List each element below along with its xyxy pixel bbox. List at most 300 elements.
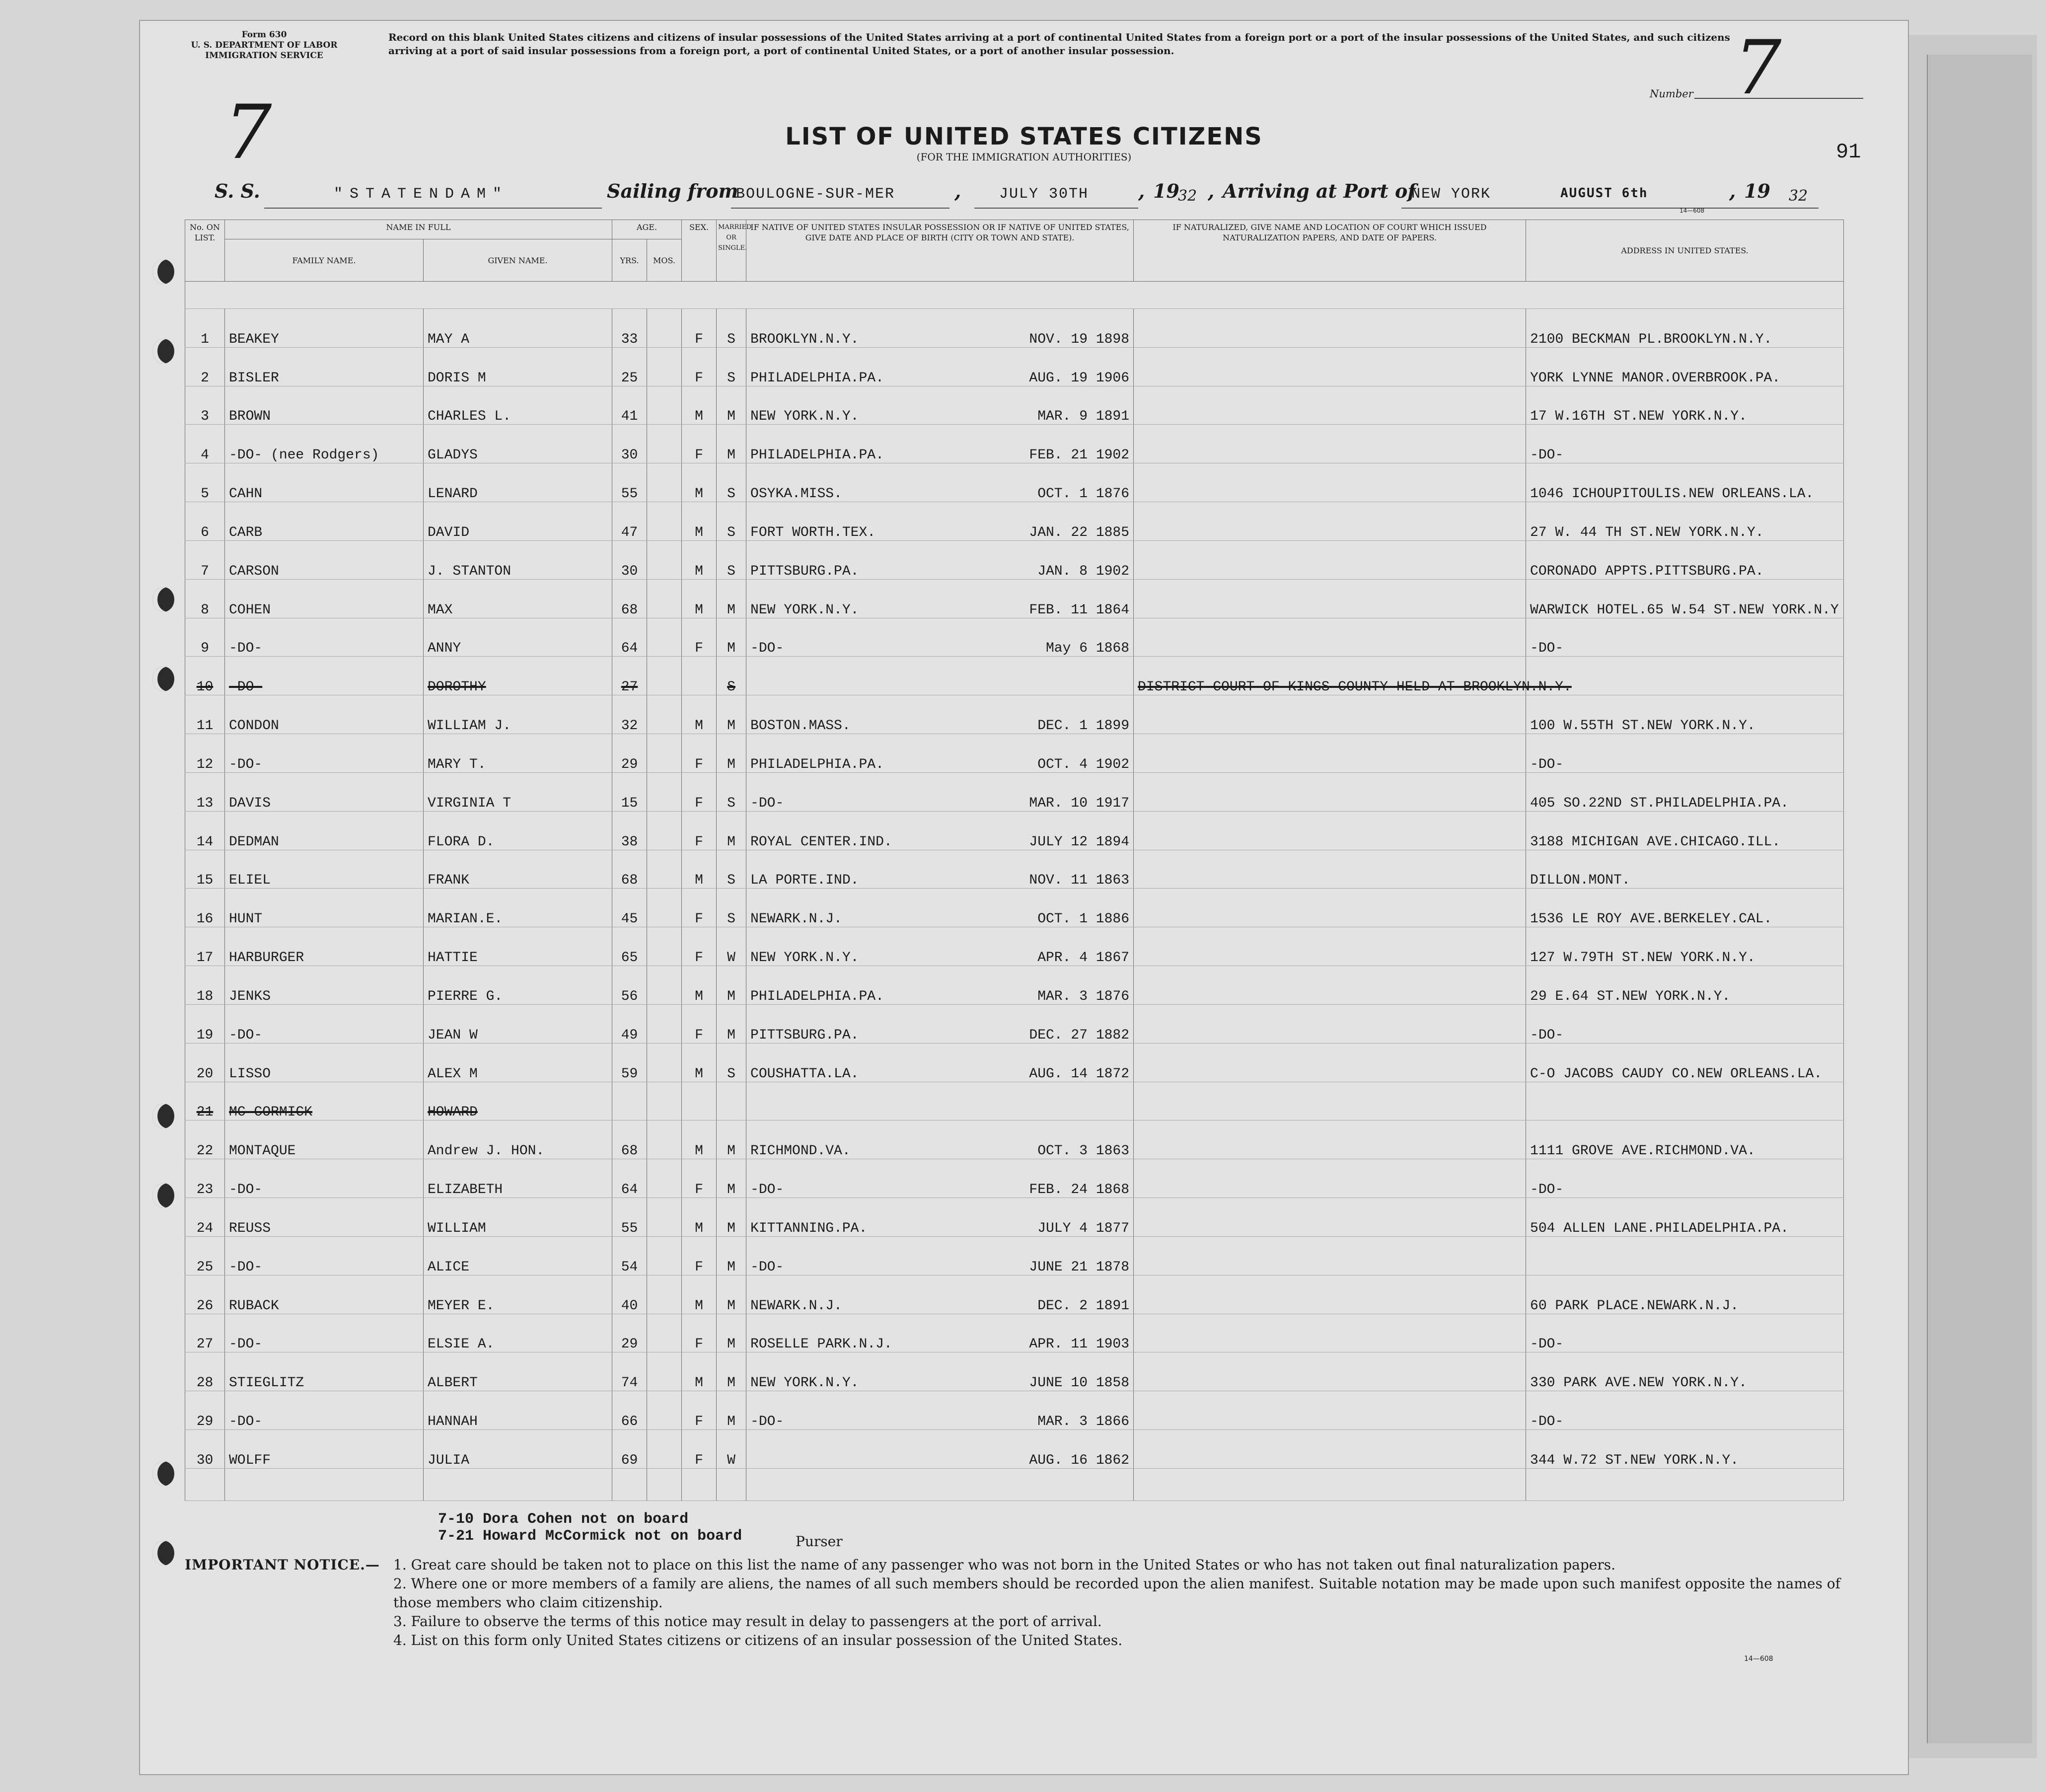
address: -DO- bbox=[1526, 618, 1844, 657]
table-row bbox=[185, 1275, 1844, 1314]
given-name: ANNY bbox=[424, 618, 612, 657]
comma: , bbox=[1208, 180, 1215, 202]
sex bbox=[682, 1082, 717, 1120]
age-years: 47 bbox=[612, 502, 647, 541]
birth-place-text: COUSHATTA.LA. bbox=[750, 1066, 859, 1082]
header-list-number: No. ON LIST. bbox=[185, 220, 225, 282]
birth-place bbox=[746, 1430, 1134, 1469]
birth-date: JAN. 8 1902 bbox=[1037, 563, 1130, 579]
birth-place-text: PHILADELPHIA.PA. bbox=[750, 988, 884, 1004]
birth-date: JAN. 22 1885 bbox=[1029, 524, 1130, 540]
birth-place bbox=[746, 734, 1134, 773]
table-row bbox=[185, 1352, 1844, 1391]
notice-item: 3. Failure to observe the terms of this notice may result in delay to passengers at the port of arrival. bbox=[393, 1613, 1102, 1630]
given-name: Andrew J. HON. bbox=[424, 1120, 612, 1159]
address: 344 W.72 ST.NEW YORK.N.Y. bbox=[1526, 1430, 1844, 1469]
age-years: 40 bbox=[612, 1275, 647, 1314]
naturalization-court bbox=[1134, 734, 1526, 773]
naturalization-court bbox=[1134, 425, 1526, 463]
naturalization-court bbox=[1134, 927, 1526, 966]
blank-cell bbox=[682, 1468, 717, 1500]
birth-place-text: NEW YORK.N.Y. bbox=[750, 602, 859, 618]
manifest-page bbox=[139, 20, 1909, 1775]
row-number: 18 bbox=[185, 966, 225, 1005]
marital-status: M bbox=[717, 695, 746, 734]
passenger-rows bbox=[185, 309, 1844, 1501]
marital-status: M bbox=[717, 1391, 746, 1430]
naturalization-court bbox=[1134, 850, 1526, 889]
birth-date: FEB. 24 1868 bbox=[1029, 1182, 1130, 1198]
birth-place bbox=[746, 618, 1134, 657]
naturalization-court bbox=[1134, 1004, 1526, 1043]
given-name: WILLIAM bbox=[424, 1198, 612, 1237]
birth-place bbox=[746, 1043, 1134, 1082]
family-name: -DO- bbox=[225, 618, 424, 657]
birth-date: JUNE 10 1858 bbox=[1029, 1375, 1130, 1391]
birth-place-text: LA PORTE.IND. bbox=[750, 873, 859, 889]
binder-hole bbox=[152, 1183, 174, 1208]
age-months bbox=[647, 1120, 682, 1159]
arrival-year: 32 bbox=[1789, 187, 1808, 205]
table-row bbox=[185, 1082, 1844, 1120]
table-row bbox=[185, 889, 1844, 927]
age-months bbox=[647, 850, 682, 889]
birth-place bbox=[746, 850, 1134, 889]
sex: M bbox=[682, 540, 717, 579]
naturalization-court bbox=[1134, 966, 1526, 1005]
given-name: GLADYS bbox=[424, 425, 612, 463]
marital-status: M bbox=[717, 1352, 746, 1391]
marital-status: S bbox=[717, 889, 746, 927]
birth-place-text: PHILADELPHIA.PA. bbox=[750, 756, 884, 772]
birth-place bbox=[746, 425, 1134, 463]
birth-date: May 6 1868 bbox=[1046, 641, 1130, 657]
table-row bbox=[185, 347, 1844, 386]
address: 29 E.64 ST.NEW YORK.N.Y. bbox=[1526, 966, 1844, 1005]
blank-cell bbox=[1526, 1468, 1844, 1500]
marital-status: W bbox=[717, 927, 746, 966]
marital-status: S bbox=[717, 850, 746, 889]
marital-status: M bbox=[717, 579, 746, 618]
marital-status: S bbox=[717, 463, 746, 502]
table-row bbox=[185, 1314, 1844, 1352]
family-name: MONTAQUE bbox=[225, 1120, 424, 1159]
age-months bbox=[647, 540, 682, 579]
header-sex: SEX. bbox=[682, 220, 717, 282]
age-months bbox=[647, 734, 682, 773]
notice-item: 2. Where one or more members of a family are aliens, the names of all such members should be recorded upon the alien manifest. Suitable notation may be made upon such manifest opposite the names of those members who claim citizenship. bbox=[393, 1575, 1840, 1611]
table-row bbox=[185, 657, 1844, 695]
marital-status: M bbox=[717, 1198, 746, 1237]
header-spacer bbox=[185, 282, 1844, 309]
birth-place-text: NEWARK.N.J. bbox=[750, 1298, 842, 1314]
row-number: 20 bbox=[185, 1043, 225, 1082]
page-subtitle: (FOR THE IMMIGRATION AUTHORITIES) bbox=[916, 151, 1132, 163]
age-months bbox=[647, 1391, 682, 1430]
arrival-date: AUGUST 6th bbox=[1560, 186, 1648, 201]
family-name: ELIEL bbox=[225, 850, 424, 889]
number-label: Number bbox=[1650, 88, 1693, 100]
age-years: 30 bbox=[612, 540, 647, 579]
birth-place-text: NEW YORK.N.Y. bbox=[750, 1375, 859, 1391]
family-name: -DO- bbox=[225, 1159, 424, 1198]
age-years: 56 bbox=[612, 966, 647, 1005]
family-name: CAHN bbox=[225, 463, 424, 502]
notice-items bbox=[393, 1556, 1863, 1650]
birth-place bbox=[746, 695, 1134, 734]
table-row bbox=[185, 1004, 1844, 1043]
header-address: ADDRESS IN UNITED STATES. bbox=[1526, 220, 1844, 282]
marital-status: M bbox=[717, 386, 746, 425]
naturalization-court bbox=[1134, 1314, 1526, 1352]
sailing-from-label: Sailing from bbox=[607, 180, 738, 202]
arriving-label: Arriving at Port of bbox=[1223, 180, 1416, 202]
birth-place-text: KITTANNING.PA. bbox=[750, 1220, 868, 1236]
sex: F bbox=[682, 1314, 717, 1352]
row-number: 3 bbox=[185, 386, 225, 425]
birth-place bbox=[746, 1082, 1134, 1120]
marital-status: S bbox=[717, 309, 746, 348]
date-underline bbox=[974, 208, 1138, 209]
naturalization-court bbox=[1134, 889, 1526, 927]
binder-hole bbox=[152, 587, 174, 612]
sex: F bbox=[682, 927, 717, 966]
comma: , bbox=[1138, 180, 1145, 202]
given-name: VIRGINIA T bbox=[424, 772, 612, 811]
header-birth: IF NATIVE OF UNITED STATES INSULAR POSSESSION OR IF NATIVE OF UNITED STATES, GIVE DATE AND PLACE OF BIRTH (CITY OR TOWN AND STATE). bbox=[746, 220, 1134, 282]
sailing-date: JULY 30TH bbox=[999, 186, 1089, 203]
table-row bbox=[185, 502, 1844, 541]
marital-status: M bbox=[717, 1275, 746, 1314]
family-name: DEDMAN bbox=[225, 811, 424, 850]
header-married: MARRIED OR SINGLE. bbox=[717, 220, 746, 282]
port-underline bbox=[731, 208, 950, 209]
age-years: 64 bbox=[612, 618, 647, 657]
address: YORK LYNNE MANOR.OVERBROOK.PA. bbox=[1526, 347, 1844, 386]
age-years: 68 bbox=[612, 579, 647, 618]
form-instructions: Record on this blank United States citizens and citizens of insular possessions of the United States arriving at a port of continental United States from a foreign port or a port of the insular possessions of the United States, and such citizens arriving at a port of said insular possessions from a foreign port, a port of continental United States, or a port of another insular possession. bbox=[388, 31, 1730, 57]
table-row bbox=[185, 386, 1844, 425]
age-years bbox=[612, 1082, 647, 1120]
age-months bbox=[647, 618, 682, 657]
birth-date: FEB. 21 1902 bbox=[1029, 448, 1130, 463]
birth-place bbox=[746, 1352, 1134, 1391]
birth-place-text: PHILADELPHIA.PA. bbox=[750, 448, 884, 463]
marital-status: M bbox=[717, 425, 746, 463]
sailing-year: 32 bbox=[1178, 187, 1197, 205]
row-number: 28 bbox=[185, 1352, 225, 1391]
birth-place-text: ROYAL CENTER.IND. bbox=[750, 834, 892, 850]
marital-status: M bbox=[717, 618, 746, 657]
table-row bbox=[185, 618, 1844, 657]
sex: M bbox=[682, 502, 717, 541]
age-months bbox=[647, 1043, 682, 1082]
age-months bbox=[647, 463, 682, 502]
birth-place bbox=[746, 1236, 1134, 1275]
address bbox=[1526, 1082, 1844, 1120]
address bbox=[1526, 657, 1844, 695]
birth-date: DEC. 1 1899 bbox=[1037, 718, 1130, 734]
age-years: 30 bbox=[612, 425, 647, 463]
age-years: 55 bbox=[612, 1198, 647, 1237]
age-years: 25 bbox=[612, 347, 647, 386]
row-number: 10 bbox=[185, 657, 225, 695]
notice-heading: IMPORTANT NOTICE.— bbox=[185, 1557, 380, 1573]
footnotes bbox=[438, 1511, 742, 1545]
table-row bbox=[185, 463, 1844, 502]
address: DILLON.MONT. bbox=[1526, 850, 1844, 889]
header-family-name: FAMILY NAME. bbox=[225, 239, 424, 282]
given-name: DOROTHY bbox=[424, 657, 612, 695]
header-naturalized: IF NATURALIZED, GIVE NAME AND LOCATION OF COURT WHICH ISSUED NATURALIZATION PAPERS, AND DATE OF PAPERS. bbox=[1134, 220, 1526, 282]
birth-place bbox=[746, 540, 1134, 579]
blank-cell bbox=[647, 1468, 682, 1500]
notice-item: 1. Great care should be taken not to place on this list the name of any passenger who was not born in the United States or who has not taken out final naturalization papers. bbox=[393, 1557, 1616, 1573]
blank-cell bbox=[185, 1468, 225, 1500]
address: 100 W.55TH ST.NEW YORK.N.Y. bbox=[1526, 695, 1844, 734]
table-row bbox=[185, 1430, 1844, 1469]
comma: , bbox=[954, 180, 961, 202]
birth-place bbox=[746, 1198, 1134, 1237]
arrival-year-prefix: 19 bbox=[1744, 180, 1770, 202]
birth-date: JULY 4 1877 bbox=[1037, 1220, 1130, 1236]
sex: M bbox=[682, 1043, 717, 1082]
address: 27 W. 44 TH ST.NEW YORK.N.Y. bbox=[1526, 502, 1844, 541]
birth-place-text: RICHMOND.VA. bbox=[750, 1143, 851, 1159]
sex: F bbox=[682, 425, 717, 463]
row-number: 27 bbox=[185, 1314, 225, 1352]
family-name: -DO- bbox=[225, 734, 424, 773]
blank-cell bbox=[225, 1468, 424, 1500]
naturalization-court bbox=[1134, 772, 1526, 811]
age-years: 45 bbox=[612, 889, 647, 927]
age-years: 15 bbox=[612, 772, 647, 811]
marital-status: M bbox=[717, 1159, 746, 1198]
family-name: DAVIS bbox=[225, 772, 424, 811]
birth-place bbox=[746, 502, 1134, 541]
ship-name: "STATENDAM" bbox=[334, 186, 509, 203]
naturalization-court bbox=[1134, 347, 1526, 386]
given-name: ELIZABETH bbox=[424, 1159, 612, 1198]
sex: M bbox=[682, 1275, 717, 1314]
table-row bbox=[185, 1120, 1844, 1159]
age-months bbox=[647, 1275, 682, 1314]
given-name: PIERRE G. bbox=[424, 966, 612, 1005]
birth-place-text: FORT WORTH.TEX. bbox=[750, 524, 876, 540]
family-name: CARSON bbox=[225, 540, 424, 579]
address: -DO- bbox=[1526, 425, 1844, 463]
naturalization-court bbox=[1134, 1352, 1526, 1391]
form-number: Form 630 bbox=[241, 30, 287, 40]
family-name: CARB bbox=[225, 502, 424, 541]
given-name: ALEX M bbox=[424, 1043, 612, 1082]
sex: F bbox=[682, 811, 717, 850]
age-years: 59 bbox=[612, 1043, 647, 1082]
header-months: MOS. bbox=[647, 239, 682, 282]
marital-status: M bbox=[717, 1314, 746, 1352]
family-name: BISLER bbox=[225, 347, 424, 386]
marital-status: M bbox=[717, 1236, 746, 1275]
birth-place bbox=[746, 927, 1134, 966]
birth-place-text: ROSELLE PARK.N.J. bbox=[750, 1337, 892, 1352]
blank-cell bbox=[612, 1468, 647, 1500]
header-given-name: GIVEN NAME. bbox=[424, 239, 612, 282]
sex: F bbox=[682, 889, 717, 927]
birth-place bbox=[746, 1314, 1134, 1352]
header-age-group: AGE. bbox=[612, 220, 682, 239]
sex: F bbox=[682, 1236, 717, 1275]
corner-handwritten-number: 7 bbox=[224, 89, 272, 176]
birth-place-text: PITTSBURG.PA. bbox=[750, 1027, 859, 1043]
age-months bbox=[647, 1082, 682, 1120]
address: 504 ALLEN LANE.PHILADELPHIA.PA. bbox=[1526, 1198, 1844, 1237]
age-months bbox=[647, 966, 682, 1005]
naturalization-court bbox=[1134, 502, 1526, 541]
given-name: MEYER E. bbox=[424, 1275, 612, 1314]
age-months bbox=[647, 386, 682, 425]
table-row bbox=[185, 772, 1844, 811]
department-name: U. S. DEPARTMENT OF LABOR bbox=[191, 40, 338, 50]
address: 405 SO.22ND ST.PHILADELPHIA.PA. bbox=[1526, 772, 1844, 811]
sex: M bbox=[682, 695, 717, 734]
birth-date: APR. 11 1903 bbox=[1029, 1337, 1130, 1352]
birth-place-text: -DO- bbox=[750, 1414, 784, 1430]
footnote: 7-10 Dora Cohen not on board bbox=[438, 1511, 689, 1528]
birth-place bbox=[746, 1120, 1134, 1159]
birth-place bbox=[746, 1159, 1134, 1198]
given-name: JEAN W bbox=[424, 1004, 612, 1043]
naturalization-court bbox=[1134, 811, 1526, 850]
marital-status: M bbox=[717, 811, 746, 850]
birth-date: AUG. 19 1906 bbox=[1029, 370, 1130, 386]
given-name: LENARD bbox=[424, 463, 612, 502]
age-months bbox=[647, 1314, 682, 1352]
given-name: HATTIE bbox=[424, 927, 612, 966]
footnote: 7-21 Howard McCormick not on board bbox=[438, 1528, 742, 1545]
family-name: -DO- (nee Rodgers) bbox=[225, 425, 424, 463]
given-name: ALBERT bbox=[424, 1352, 612, 1391]
family-name: COHEN bbox=[225, 579, 424, 618]
ship-underline bbox=[264, 208, 602, 209]
table-row bbox=[185, 850, 1844, 889]
table-row bbox=[185, 927, 1844, 966]
birth-date: NOV. 19 1898 bbox=[1029, 331, 1130, 347]
address: 1046 ICHOUPITOULIS.NEW ORLEANS.LA. bbox=[1526, 463, 1844, 502]
table-row bbox=[185, 1391, 1844, 1430]
row-number: 26 bbox=[185, 1275, 225, 1314]
age-years: 29 bbox=[612, 1314, 647, 1352]
sex: F bbox=[682, 1430, 717, 1469]
given-name: JULIA bbox=[424, 1430, 612, 1469]
family-name: -DO- bbox=[225, 1236, 424, 1275]
given-name: FRANK bbox=[424, 850, 612, 889]
age-years: 65 bbox=[612, 927, 647, 966]
age-months bbox=[647, 1352, 682, 1391]
page-mark: 91 bbox=[1836, 140, 1861, 164]
ss-label: S. S. bbox=[215, 180, 260, 202]
family-name: REUSS bbox=[225, 1198, 424, 1237]
marital-status: S bbox=[717, 657, 746, 695]
sex: M bbox=[682, 386, 717, 425]
address: 1536 LE ROY AVE.BERKELEY.CAL. bbox=[1526, 889, 1844, 927]
family-name: BROWN bbox=[225, 386, 424, 425]
birth-place bbox=[746, 386, 1134, 425]
table-row bbox=[185, 579, 1844, 618]
birth-date: NOV. 11 1863 bbox=[1029, 873, 1130, 889]
address: CORONADO APPTS.PITTSBURG.PA. bbox=[1526, 540, 1844, 579]
age-months bbox=[647, 425, 682, 463]
age-years: 64 bbox=[612, 1159, 647, 1198]
sailing-year-prefix: 19 bbox=[1153, 180, 1179, 202]
age-years: 38 bbox=[612, 811, 647, 850]
row-number: 25 bbox=[185, 1236, 225, 1275]
row-number: 22 bbox=[185, 1120, 225, 1159]
row-number: 11 bbox=[185, 695, 225, 734]
family-name: STIEGLITZ bbox=[225, 1352, 424, 1391]
birth-place-text: PHILADELPHIA.PA. bbox=[750, 370, 884, 386]
age-months bbox=[647, 1159, 682, 1198]
sex: M bbox=[682, 850, 717, 889]
family-name: RUBACK bbox=[225, 1275, 424, 1314]
given-name: HANNAH bbox=[424, 1391, 612, 1430]
form-identifier bbox=[175, 30, 354, 61]
birth-date: JULY 12 1894 bbox=[1029, 834, 1130, 850]
age-years: 49 bbox=[612, 1004, 647, 1043]
birth-date: AUG. 14 1872 bbox=[1029, 1066, 1130, 1082]
birth-place-text: BROOKLYN.N.Y. bbox=[750, 331, 859, 347]
sex: M bbox=[682, 1352, 717, 1391]
marital-status: M bbox=[717, 1004, 746, 1043]
given-name: DORIS M bbox=[424, 347, 612, 386]
page-title: LIST OF UNITED STATES CITIZENS bbox=[785, 123, 1263, 150]
table-row bbox=[185, 1043, 1844, 1082]
binder-hole bbox=[152, 259, 174, 284]
naturalization-court bbox=[1134, 540, 1526, 579]
sex: M bbox=[682, 1198, 717, 1237]
binder-hole bbox=[152, 1461, 174, 1486]
row-number: 23 bbox=[185, 1159, 225, 1198]
birth-date: AUG. 16 1862 bbox=[1029, 1452, 1130, 1468]
age-months bbox=[647, 657, 682, 695]
sex: M bbox=[682, 1120, 717, 1159]
small-form-code: 14—608 bbox=[1680, 207, 1705, 214]
given-name: MARY T. bbox=[424, 734, 612, 773]
row-number: 30 bbox=[185, 1430, 225, 1469]
given-name: ALICE bbox=[424, 1236, 612, 1275]
row-number: 4 bbox=[185, 425, 225, 463]
age-years: 33 bbox=[612, 309, 647, 348]
table-row bbox=[185, 1236, 1844, 1275]
comma: , bbox=[1729, 180, 1736, 202]
naturalization-court bbox=[1134, 1198, 1526, 1237]
age-months bbox=[647, 889, 682, 927]
sex: M bbox=[682, 966, 717, 1005]
list-number: 7 bbox=[1734, 25, 1782, 111]
sex bbox=[682, 657, 717, 695]
birth-date: OCT. 3 1863 bbox=[1037, 1143, 1130, 1159]
age-years: 41 bbox=[612, 386, 647, 425]
naturalization-court: DISTRICT COURT OF KINGS COUNTY HELD AT BROOKLYN.N.Y. bbox=[1134, 657, 1526, 695]
age-years: 27 bbox=[612, 657, 647, 695]
birth-date: OCT. 4 1902 bbox=[1037, 756, 1130, 772]
row-number: 5 bbox=[185, 463, 225, 502]
birth-place-text: -DO- bbox=[750, 1182, 784, 1198]
marital-status bbox=[717, 1082, 746, 1120]
family-name: BEAKEY bbox=[225, 309, 424, 348]
birth-place bbox=[746, 966, 1134, 1005]
sex: M bbox=[682, 463, 717, 502]
age-months bbox=[647, 1236, 682, 1275]
